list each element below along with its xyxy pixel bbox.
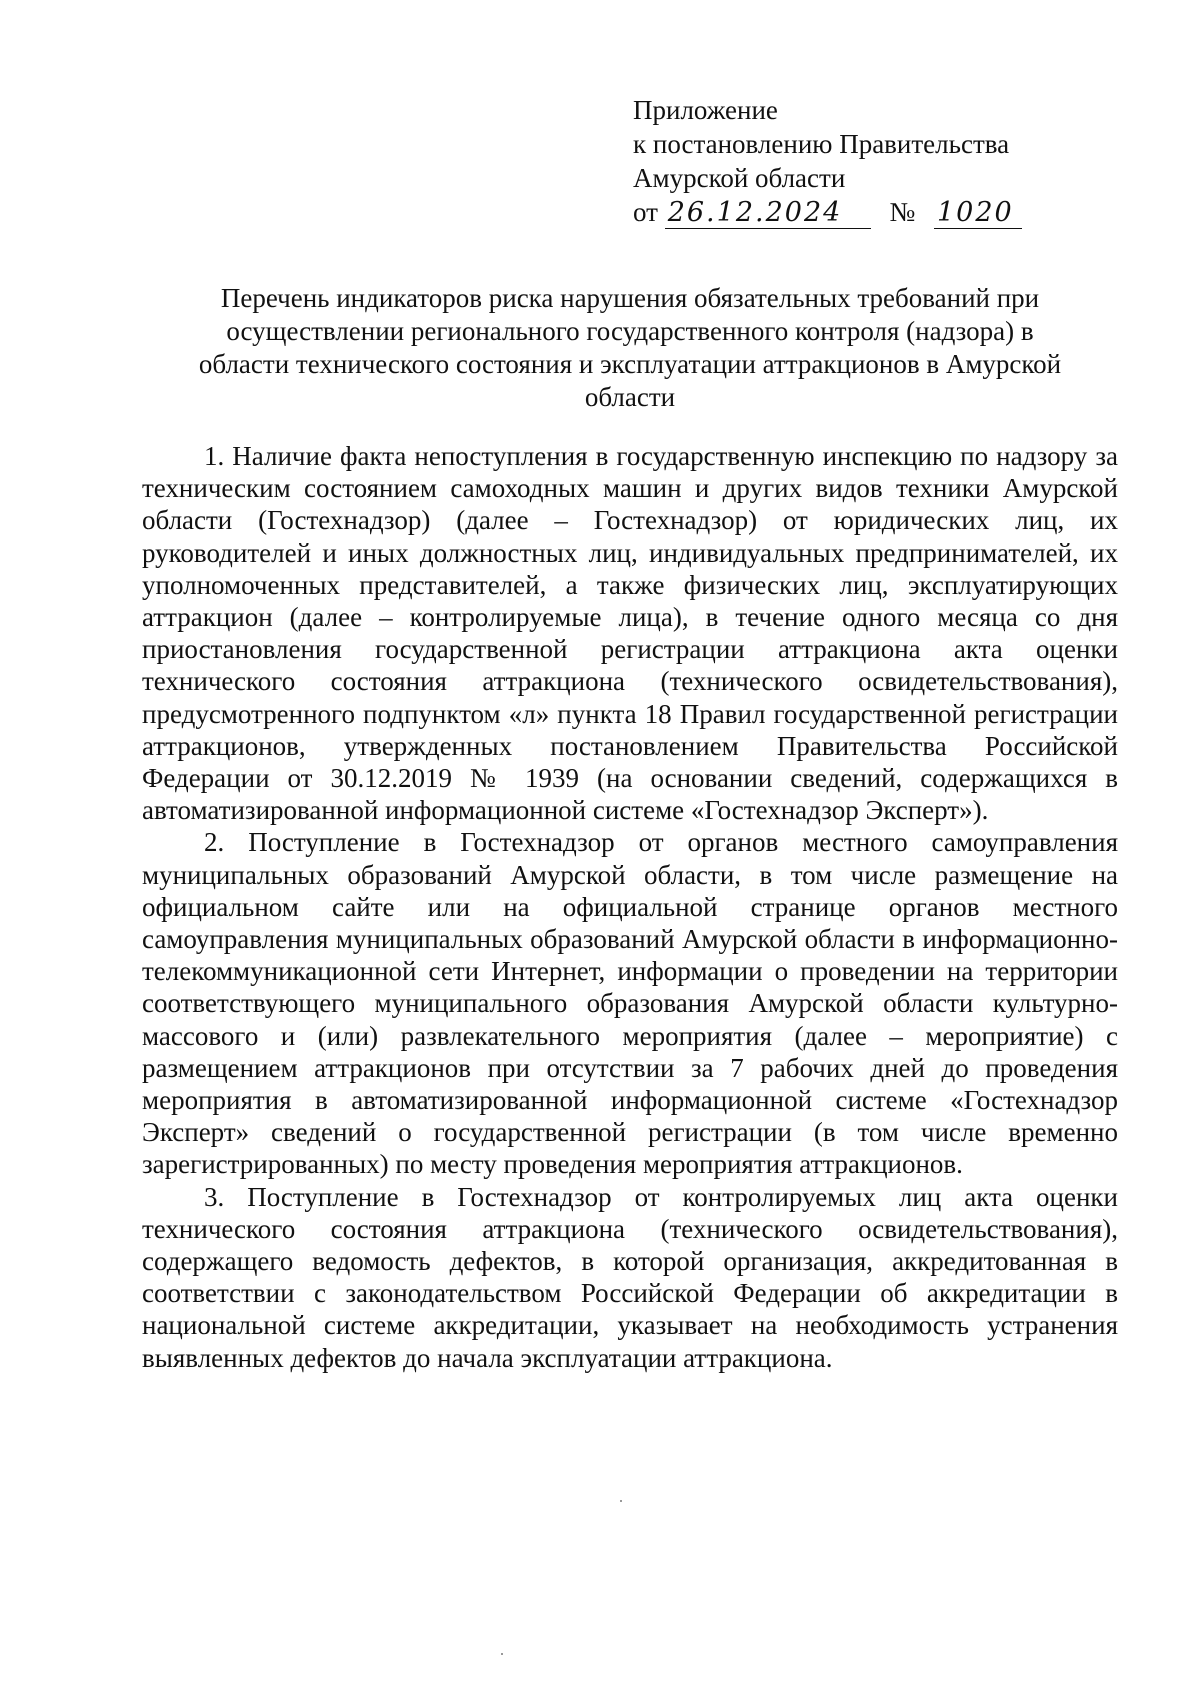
appendix-region: Амурской области [633,163,846,193]
date-prefix: от [633,197,658,227]
number-sign: № [889,197,916,227]
title-line-3: области технического состояния и эксплуатации аттракционов в Амурской [198,349,1062,379]
scan-speck [501,1653,503,1655]
scan-speck [620,1500,622,1502]
appendix-date-number-line [633,195,1093,229]
handwritten-date: 26.12.2024 [665,198,871,229]
document-title [140,282,1120,414]
appendix-resolution-ref: к постановлению Правительства [633,129,1010,159]
title-line-1: Перечень индикаторов риска нарушения обязательных требований при [220,283,1040,313]
title-line-2: осуществлении регионального государственного контроля (надзора) в [226,316,1034,346]
handwritten-number: 1020 [934,198,1022,229]
title-line-4: области [584,382,676,412]
document-body [142,440,1118,1374]
paragraph-3: 3. Поступление в Гостехнадзор от контролируемых лиц акта оценки технического состояния аттракциона (технического освидетельствования), содержащего ведомость дефектов, в которой организация, аккредитованная в соответствии с законодательством Российской Федерации об аккредитации в национальной системе аккредитации, указывает на необходимость устранения выявленных дефектов до начала эксплуатации аттракциона. [142,1181,1118,1373]
appendix-label: Приложение [633,95,778,125]
paragraph-2: 2. Поступление в Гостехнадзор от органов местного самоуправления муниципальных образований Амурской области, в том числе размещение на официальном сайте или на официальной странице органов местного самоуправления муниципальных образований Амурской области в информационно-телекоммуникационной сети Интернет, информации о проведении на территории соответствующего муниципального образования Амурской области культурно-массового и (или) развлекательного мероприятия (далее – мероприятие) с размещением аттракционов при отсутствии за 7 рабочих дней до проведения мероприятия в автоматизированной информационной системе «Гостехнадзор Эксперт» сведений о государственной регистрации (в том числе временно зарегистрированных) по месту проведения мероприятия аттракционов. [142,827,1118,1180]
appendix-header [633,93,1093,229]
paragraph-1: 1. Наличие факта непоступления в государственную инспекцию по надзору за техническим состоянием самоходных машин и других видов техники Амурской области (Гостехнадзор) (далее – Гостехнадзор) от юридических лиц, их руководителей и иных должностных лиц, индивидуальных предпринимателей, их уполномоченных представителей, а также физических лиц, эксплуатирующих аттракцион (далее – контролируемые лица), в течение одного месяца со дня приостановления государственной регистрации аттракциона акта оценки технического состояния аттракциона (технического освидетельствования), предусмотренного подпунктом «л» пункта 18 Правил государственной регистрации аттракционов, утвержденных постановлением Правительства Российской Федерации от 30.12.2019 № 1939 (на основании сведений, содержащихся в автоматизированной информационной системе «Гостехнадзор Эксперт»). [142,441,1118,826]
